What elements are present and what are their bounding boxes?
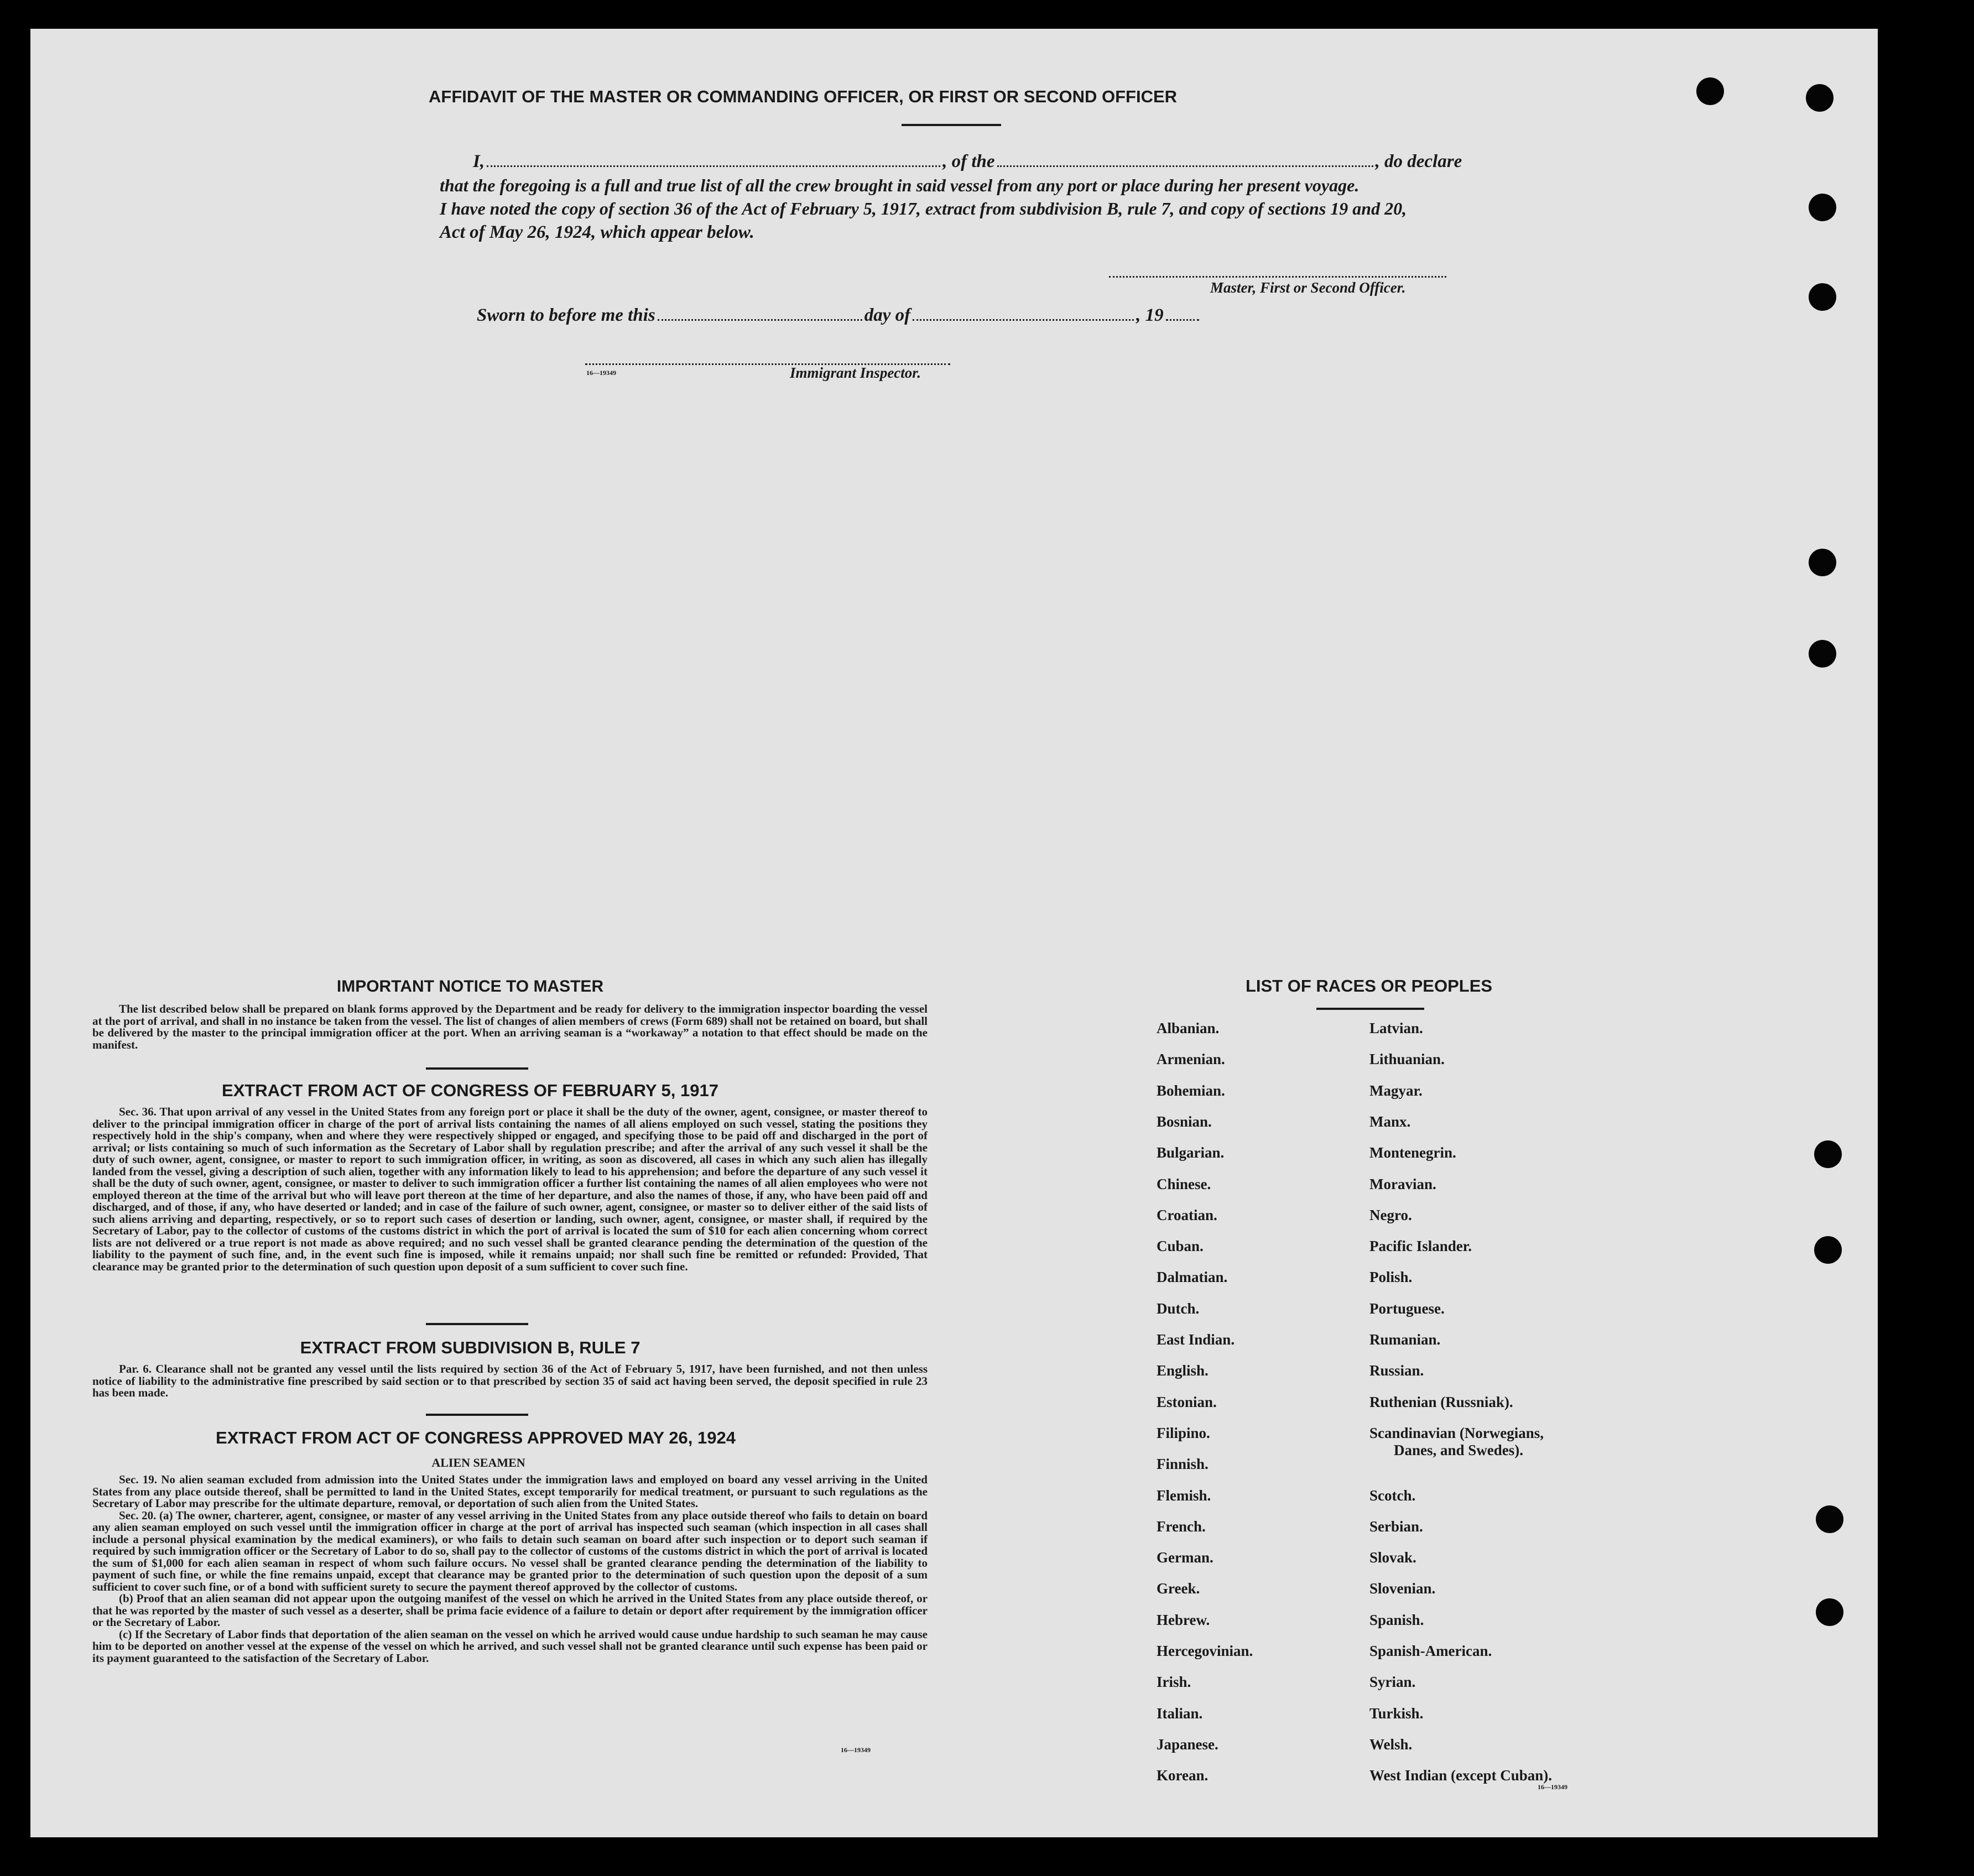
race-item: Slovenian. <box>1369 1580 1436 1597</box>
race-item: Negro. <box>1369 1206 1412 1223</box>
affidavit-i: I, <box>473 152 485 171</box>
races-rule <box>1316 1008 1424 1010</box>
affidavit-title-rule <box>902 124 1001 126</box>
race-item: Albanian. <box>1157 1020 1220 1036</box>
race-item: Spanish. <box>1369 1611 1424 1628</box>
notice-rule <box>426 1067 528 1070</box>
notice-text <box>92 1003 928 1051</box>
race-item: Polish. <box>1369 1269 1413 1286</box>
punch-hole <box>1814 1140 1842 1168</box>
name-blank <box>487 165 940 167</box>
section-19-paragraph: Sec. 19. No alien seaman excluded from admission into the United States under the immigration laws and employed on board any vessel arriving in the United States from any place outside thereof, shall be permitted to land in the United States, except temporarily for medical treatment, or pursuant to such regulations as the Secretary of Labor may prescribe for the ultimate departure, removal, or deportation of such alien from the United States. <box>92 1473 928 1510</box>
extract3-text <box>92 1474 928 1664</box>
race-item: Italian. <box>1157 1705 1203 1722</box>
race-item: Latvian. <box>1369 1020 1423 1036</box>
race-item: Moravian. <box>1369 1175 1436 1192</box>
race-item: Montenegrin. <box>1369 1144 1456 1161</box>
sworn-text: Sworn to before me this <box>477 305 655 325</box>
sworn-line <box>477 305 1201 326</box>
race-item: Finnish. <box>1157 1456 1209 1473</box>
race-item: Croatian. <box>1157 1206 1217 1223</box>
section-20a-paragraph: Sec. 20. (a) The owner, charterer, agent, consignee, or master of any vessel arriving in the United States from any place outside thereof who fails to detain on board any alien seaman employed on such vessel until the immigration officer in charge at the port of arrival has inspected such seaman (which inspection in all cases shall include a personal physical examination by the medical examiners), or who fails to detain such seaman on board after such inspection or to deport such seaman if required by such immigration officer or the Secretary of Labor to do so, shall pay to the collector of customs of the customs district in which the port of arrival is located the sum of $1,000 for each alien seaman in respect of whom such failure occurs. No vessel shall be granted clearance pending the determination of the liability to payment of such fine, or while the fine remains unpaid, except that clearance may be granted prior to the determination of such question upon the deposit of a sum sufficient to cover such fine, or of a bond with sufficient surety to secure the payment thereof approved by the collector of customs. <box>92 1508 928 1593</box>
race-item: French. <box>1157 1518 1206 1535</box>
race-item: Magyar. <box>1369 1082 1423 1099</box>
do-declare-text: , do declare <box>1375 152 1462 171</box>
race-item: Rumanian. <box>1369 1331 1441 1348</box>
race-item: Slovak. <box>1369 1549 1416 1566</box>
race-item: Turkish. <box>1369 1705 1424 1722</box>
race-item: Dutch. <box>1157 1300 1200 1317</box>
master-signature-line <box>1109 276 1446 278</box>
notice-title: IMPORTANT NOTICE TO MASTER <box>336 977 604 996</box>
race-item: German. <box>1157 1549 1213 1566</box>
year-blank <box>1166 319 1199 321</box>
affidavit-line1 <box>473 152 1462 172</box>
extract2-rule <box>426 1414 528 1416</box>
race-item: Syrian. <box>1369 1674 1416 1691</box>
extract2-title: EXTRACT FROM SUBDIVISION B, RULE 7 <box>300 1338 640 1357</box>
year-text: , 19 <box>1136 305 1164 325</box>
races-title: LIST OF RACES OR PEOPLES <box>1245 976 1493 996</box>
race-item: East Indian. <box>1157 1331 1235 1348</box>
extract3-title: EXTRACT FROM ACT OF CONGRESS APPROVED MAY 26, 1924 <box>216 1428 736 1447</box>
race-item: Spanish-American. <box>1369 1643 1492 1659</box>
race-item: Scotch. <box>1369 1487 1416 1504</box>
punch-hole <box>1809 194 1836 221</box>
extract1-text <box>92 1106 928 1273</box>
affidavit-line4: Act of May 26, 1924, which appear below. <box>440 222 754 242</box>
race-item: Danes, and Swedes). <box>1394 1441 1524 1458</box>
extract1-paragraph: Sec. 36. That upon arrival of any vessel in the United States from any foreign port or place it shall be the duty of the owner, agent, consignee, or master thereof to deliver to the principal immigration officer in charge of the port of arrival lists containing the names of all aliens employed on such vessel, stating the positions they respectively hold in the ship's company, when and where they were respectively shipped or engaged, and specifying those to be paid off and discharged in the port of arrival; or lists containing so much of such information as the Secretary of Labor shall by regulation prescribe; and after the arrival of any such vessel it shall be the duty of such owner, agent, consignee, or master to report to such immigration officer, in writing, as soon as discovered, all cases in which any such alien has illegally landed from the vessel, giving a description of such alien, together with any information likely to lead to his apprehension; and before the departure of any such vessel it shall be the duty of such owner, agent, consignee, or master to deliver to such immigration officer a further list containing the names of all alien employees who were not employed thereon at the time of the arrival but who will leave port thereon at the time of her departure, and also the names of those, if any, who have been paid off and discharged, and of those, if any, who have deserted or landed; and in case of the failure of such owner, agent, consignee, or master so to deliver either of the said lists of such aliens arriving and departing, respectively, or so to report such cases of desertion or landing, such owner, agent, consignee, or master shall, if required by the Secretary of Labor, pay to the collector of customs of the customs district in which the port of arrival is located the sum of $10 for each alien concerning whom correct lists are not delivered or a true report is not made as above required; and no such vessel shall be granted clearance pending the determination of the question of the liability to the payment of such fine, and, in the event such fine is imposed, while it remains unpaid; nor shall such fine be remitted or refunded: Provided, That clearance may be granted prior to the determination of such question upon deposit of a sum sufficient to cover such fine. <box>92 1105 928 1273</box>
day-of-text: day of <box>864 305 911 325</box>
race-item: Pacific Islander. <box>1369 1238 1472 1255</box>
race-item: Cuban. <box>1157 1238 1204 1255</box>
affidavit-line2: that the foregoing is a full and true list of all the crew brought in said vessel from any port or place during her present voyage. <box>440 175 1360 195</box>
race-item: Welsh. <box>1369 1736 1413 1753</box>
punch-hole <box>1806 84 1834 112</box>
race-item: Estonian. <box>1157 1393 1217 1410</box>
extract3-subtitle: ALIEN SEAMEN <box>431 1456 525 1469</box>
affidavit-line3: I have noted the copy of section 36 of the Act of February 5, 1917, extract from subdivision B, rule 7, and copy of sections 19 and 20, <box>440 199 1407 218</box>
extract2-text <box>92 1363 928 1399</box>
extract1-title: EXTRACT FROM ACT OF CONGRESS OF FEBRUARY 5, 1917 <box>222 1081 718 1100</box>
race-item: Greek. <box>1157 1580 1200 1597</box>
race-item: Filipino. <box>1157 1424 1210 1441</box>
punch-hole <box>1696 77 1724 105</box>
race-item: Bohemian. <box>1157 1082 1225 1099</box>
punch-hole <box>1814 1236 1842 1264</box>
race-item: Scandinavian (Norwegians, <box>1369 1424 1544 1441</box>
race-item: Russian. <box>1369 1362 1424 1379</box>
extract3-form-number: 16—19349 <box>841 1746 871 1754</box>
affidavit-title: AFFIDAVIT OF THE MASTER OR COMMANDING OFFICER, OR FIRST OR SECOND OFFICER <box>429 87 1178 106</box>
race-item: Korean. <box>1157 1767 1209 1784</box>
punch-hole <box>1816 1598 1843 1626</box>
punch-hole <box>1809 640 1836 668</box>
notice-paragraph: The list described below shall be prepared on blank forms approved by the Department and be ready for delivery to the immigration inspector boarding the vessel at the port of arrival, and shall in no instance be taken from the vessel. The list of changes of alien members of crews (Form 689) shall not be retained on board, but shall be delivered by the master to the principal immigration officer at the port. When an arriving seaman is a “workaway” a notation to that effect should be made on the manifest. <box>92 1002 928 1051</box>
section-20c-paragraph: (c) If the Secretary of Labor finds that deportation of the alien seaman on the vessel on which he arrived would cause undue hardship to such seaman he may cause him to be deported on another vessel at the expense of the vessel on which he arrived, and such vessel shall not be granted clearance until such expense has been paid or its payment guaranteed to the satisfaction of the Secretary of Labor. <box>92 1627 928 1665</box>
vessel-blank <box>997 165 1373 167</box>
race-item: West Indian (except Cuban). <box>1369 1767 1553 1784</box>
race-item: Dalmatian. <box>1157 1269 1228 1286</box>
race-item: English. <box>1157 1362 1209 1379</box>
punch-hole <box>1809 283 1836 311</box>
document-page <box>30 29 1878 1837</box>
race-item: Hebrew. <box>1157 1611 1210 1628</box>
master-signature-label: Master, First or Second Officer. <box>1210 279 1406 296</box>
affidavit-form-number: 16—19349 <box>586 369 616 377</box>
race-item: Manx. <box>1369 1113 1411 1130</box>
race-item: Portuguese. <box>1369 1300 1445 1317</box>
race-item: Bosnian. <box>1157 1113 1212 1130</box>
day-blank <box>658 319 862 321</box>
race-item: Chinese. <box>1157 1175 1211 1192</box>
race-item: Serbian. <box>1369 1518 1423 1535</box>
race-item: Hercegovinian. <box>1157 1643 1253 1659</box>
race-item: Japanese. <box>1157 1736 1218 1753</box>
race-item: Irish. <box>1157 1674 1191 1691</box>
of-the-text: , of the <box>942 152 995 171</box>
month-blank <box>913 319 1134 321</box>
punch-hole <box>1816 1505 1843 1533</box>
extract1-rule <box>426 1323 528 1325</box>
punch-hole <box>1809 549 1836 576</box>
race-item: Bulgarian. <box>1157 1144 1225 1161</box>
section-20b-paragraph: (b) Proof that an alien seaman did not appear upon the outgoing manifest of the vessel on which he arrived in the United States from any place outside thereof, or that he was reported by the master of such vessel as a deserter, shall be prima facie evidence of a failure to detain or deport after requirement by the immigration officer or the Secretary of Labor. <box>92 1592 928 1629</box>
extract2-paragraph: Par. 6. Clearance shall not be granted any vessel until the lists required by section 36 of the Act of February 5, 1917, have been furnished, and not then unless notice of liability to the administrative fine prescribed by said section or to that prescribed by section 35 of said act having been served, the deposit specified in rule 23 has been made. <box>92 1362 928 1399</box>
races-form-number: 16—19349 <box>1538 1783 1567 1791</box>
race-item: Lithuanian. <box>1369 1051 1445 1068</box>
race-item: Armenian. <box>1157 1051 1225 1068</box>
inspector-label: Immigrant Inspector. <box>790 364 921 381</box>
race-item: Ruthenian (Russniak). <box>1369 1393 1513 1410</box>
race-item: Flemish. <box>1157 1487 1211 1504</box>
